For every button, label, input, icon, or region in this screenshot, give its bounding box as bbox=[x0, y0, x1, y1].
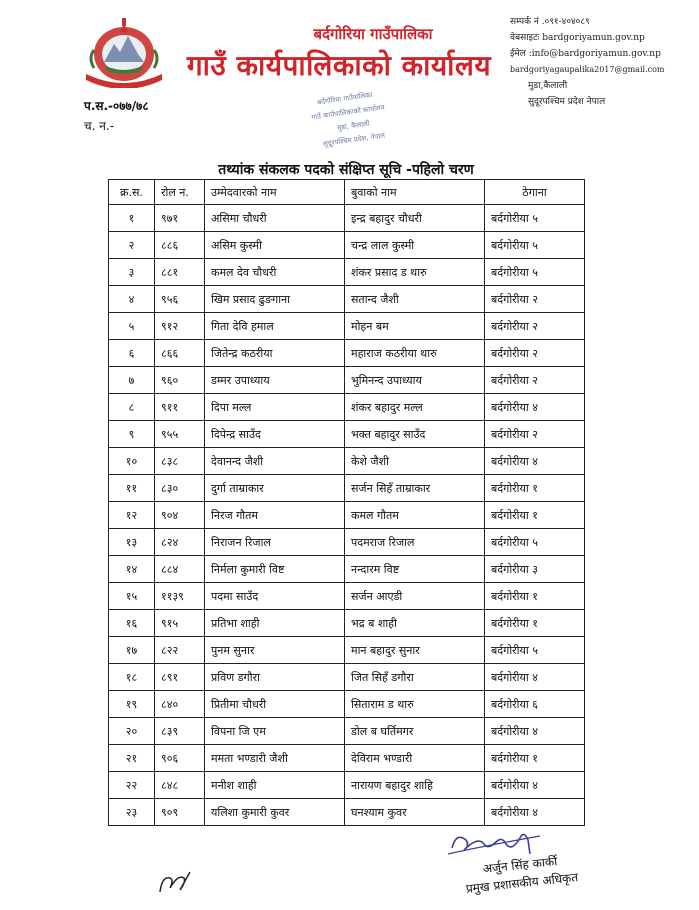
cell-candidate-name: दिपेन्द्र साउँद bbox=[205, 421, 345, 448]
cell-father-name: केशे जैशी bbox=[345, 448, 485, 475]
cell-candidate-name: दिपा मल्ल bbox=[205, 394, 345, 421]
cell-serial: ४ bbox=[109, 286, 155, 313]
table-row bbox=[109, 448, 585, 475]
contact-email: ईमेल :info@bardgoriyamun.gov.np bbox=[510, 49, 661, 59]
contact-location: मुडा,कैलाली bbox=[528, 81, 568, 91]
cell-candidate-name: निराजन रिजाल bbox=[205, 529, 345, 556]
cell-serial: १० bbox=[109, 448, 155, 475]
cell-candidate-name: गिता देवि हमाल bbox=[205, 313, 345, 340]
table-row bbox=[109, 610, 585, 637]
cell-roll: ९१२ bbox=[155, 313, 205, 340]
table-row bbox=[109, 340, 585, 367]
cell-address: बर्दगोरीया १ bbox=[485, 502, 585, 529]
column-header-serial: क्र.स. bbox=[109, 180, 155, 205]
cell-address: बर्दगोरीया ४ bbox=[485, 664, 585, 691]
cell-roll: ८२२ bbox=[155, 637, 205, 664]
cell-father-name: भक्त बहादुर साउँद bbox=[345, 421, 485, 448]
cell-father-name: नारायण बहादुर शाहि bbox=[345, 772, 485, 799]
cell-candidate-name: मनीश शाही bbox=[205, 772, 345, 799]
cell-address: बर्दगोरीया २ bbox=[485, 313, 585, 340]
column-header-father: बुवाको नाम bbox=[345, 180, 485, 205]
svg-text:बर्दगोरिया गाउँपालिका: बर्दगोरिया गाउँपालिका bbox=[316, 90, 373, 107]
cell-candidate-name: पदमा साउँद bbox=[205, 583, 345, 610]
cell-father-name: शंकर बहादुर मल्ल bbox=[345, 394, 485, 421]
cell-father-name: घनश्याम कुवर bbox=[345, 799, 485, 826]
cell-address: बर्दगोरीया ५ bbox=[485, 259, 585, 286]
cell-candidate-name: प्रविण डगौरा bbox=[205, 664, 345, 691]
cell-candidate-name: कमल देव चौधरी bbox=[205, 259, 345, 286]
cell-candidate-name: विपना जि एम bbox=[205, 718, 345, 745]
cell-serial: १६ bbox=[109, 610, 155, 637]
cell-father-name: भुमिनन्द उपाध्याय bbox=[345, 367, 485, 394]
cell-serial: ८ bbox=[109, 394, 155, 421]
list-title: तथ्यांक संकलक पदको संक्षिप्त सूचि -पहिलो चरण bbox=[218, 162, 474, 178]
cell-serial: १९ bbox=[109, 691, 155, 718]
cell-address: बर्दगोरीया १ bbox=[485, 610, 585, 637]
table-row bbox=[109, 286, 585, 313]
office-title: गाउँ कार्यपालिकाको कार्यालय bbox=[186, 49, 492, 82]
cell-address: बर्दगोरीया २ bbox=[485, 421, 585, 448]
cell-father-name: देविराम भण्डारी bbox=[345, 745, 485, 772]
cell-serial: १८ bbox=[109, 664, 155, 691]
cell-address: बर्दगोरीया ५ bbox=[485, 529, 585, 556]
table-header-row bbox=[109, 180, 585, 205]
cell-candidate-name: प्रतिभा शाही bbox=[205, 610, 345, 637]
table-row bbox=[109, 664, 585, 691]
cell-roll: ८३० bbox=[155, 475, 205, 502]
cell-address: बर्दगोरीया ४ bbox=[485, 448, 585, 475]
cell-roll: ९५६ bbox=[155, 286, 205, 313]
cell-serial: २१ bbox=[109, 745, 155, 772]
cell-roll: ८९१ bbox=[155, 664, 205, 691]
column-header-candidate: उम्मेदवारको नाम bbox=[205, 180, 345, 205]
cell-father-name: कमल गौतम bbox=[345, 502, 485, 529]
table-row bbox=[109, 313, 585, 340]
table-row bbox=[109, 583, 585, 610]
cell-roll: ८३९ bbox=[155, 718, 205, 745]
column-header-roll: रोल न. bbox=[155, 180, 205, 205]
cell-father-name: शंकर प्रसाद ड थारु bbox=[345, 259, 485, 286]
candidate-table bbox=[108, 179, 585, 826]
cell-candidate-name: देवानन्द जैशी bbox=[205, 448, 345, 475]
cell-serial: २ bbox=[109, 232, 155, 259]
svg-text:सुदूरपश्चिम प्रदेश, नेपाल: सुदूरपश्चिम प्रदेश, नेपाल bbox=[322, 131, 386, 149]
cell-candidate-name: असिम कुस्मी bbox=[205, 232, 345, 259]
cell-roll: ९०६ bbox=[155, 745, 205, 772]
cell-serial: १४ bbox=[109, 556, 155, 583]
cell-roll: ८४८ bbox=[155, 772, 205, 799]
cell-serial: २२ bbox=[109, 772, 155, 799]
cell-address: बर्दगोरीया ३ bbox=[485, 556, 585, 583]
cell-father-name: चन्द्र लाल कुस्मी bbox=[345, 232, 485, 259]
cell-candidate-name: निरज गौतम bbox=[205, 502, 345, 529]
cell-serial: ७ bbox=[109, 367, 155, 394]
cell-serial: १७ bbox=[109, 637, 155, 664]
office-stamp bbox=[306, 86, 426, 150]
cell-roll: ९६० bbox=[155, 367, 205, 394]
initial-mark bbox=[156, 866, 196, 898]
cell-father-name: सिताराम ड थारु bbox=[345, 691, 485, 718]
cell-roll: ९११ bbox=[155, 394, 205, 421]
cell-serial: ६ bbox=[109, 340, 155, 367]
cell-roll: ८४० bbox=[155, 691, 205, 718]
table-row bbox=[109, 367, 585, 394]
cell-candidate-name: पुनम सुनार bbox=[205, 637, 345, 664]
contact-province: सुदूरपश्चिम प्रदेश नेपाल bbox=[528, 97, 606, 107]
cell-serial: १२ bbox=[109, 502, 155, 529]
reference-block bbox=[84, 96, 149, 136]
cell-serial: ३ bbox=[109, 259, 155, 286]
column-header-address: ठेगाना bbox=[485, 180, 585, 205]
table-row bbox=[109, 772, 585, 799]
cell-address: बर्दगोरीया ४ bbox=[485, 772, 585, 799]
cell-father-name: नन्दारम विष्ट bbox=[345, 556, 485, 583]
contact-website: वेबसाइटः bardgoriyamun.gov.np bbox=[510, 33, 645, 43]
cell-serial: २३ bbox=[109, 799, 155, 826]
cell-address: बर्दगोरीया ५ bbox=[485, 232, 585, 259]
cell-candidate-name: डम्मर उपाध्याय bbox=[205, 367, 345, 394]
cell-roll: ८८४ bbox=[155, 556, 205, 583]
cell-candidate-name: यलिशा कुमारी कुवर bbox=[205, 799, 345, 826]
cell-address: बर्दगोरीया ४ bbox=[485, 718, 585, 745]
contact-phone: सम्पर्क नं .०९१-४०४०८९ bbox=[510, 17, 590, 27]
cell-father-name: सतान्द जैशी bbox=[345, 286, 485, 313]
cell-father-name: महाराज कठरीया थारु bbox=[345, 340, 485, 367]
cell-father-name: सर्जन सिहँ ताम्राकार bbox=[345, 475, 485, 502]
cell-father-name: जित सिहँ डगौरा bbox=[345, 664, 485, 691]
cell-candidate-name: दुर्गा ताम्राकार bbox=[205, 475, 345, 502]
cell-roll: ११३९ bbox=[155, 583, 205, 610]
cell-candidate-name: निर्मला कुमारी विष्ट bbox=[205, 556, 345, 583]
cell-serial: १३ bbox=[109, 529, 155, 556]
cell-address: बर्दगोरीया ५ bbox=[485, 205, 585, 232]
table-row bbox=[109, 637, 585, 664]
table-row bbox=[109, 799, 585, 826]
table-row bbox=[109, 259, 585, 286]
cell-father-name: पदमराज रिजाल bbox=[345, 529, 485, 556]
contact-block bbox=[510, 14, 695, 110]
signatory-name: अर्जुन सिंह कार्की bbox=[482, 854, 558, 876]
cell-serial: ११ bbox=[109, 475, 155, 502]
cell-address: बर्दगोरीया ४ bbox=[485, 799, 585, 826]
table-row bbox=[109, 421, 585, 448]
cell-roll: ८८१ bbox=[155, 259, 205, 286]
cell-address: बर्दगोरीया १ bbox=[485, 475, 585, 502]
cell-candidate-name: खिम प्रसाद ढुङगाना bbox=[205, 286, 345, 313]
cell-address: बर्दगोरीया ५ bbox=[485, 637, 585, 664]
cell-address: बर्दगोरीया ४ bbox=[485, 394, 585, 421]
cell-father-name: सर्जन आएडी bbox=[345, 583, 485, 610]
svg-text:मुडा, कैलाली: मुडा, कैलाली bbox=[336, 119, 371, 133]
cell-address: बर्दगोरीया १ bbox=[485, 745, 585, 772]
cell-roll: ९०९ bbox=[155, 799, 205, 826]
cell-serial: १ bbox=[109, 205, 155, 232]
cell-address: बर्दगोरीया २ bbox=[485, 286, 585, 313]
table-row bbox=[109, 718, 585, 745]
cell-serial: २० bbox=[109, 718, 155, 745]
cell-roll: ८६६ bbox=[155, 340, 205, 367]
cell-candidate-name: प्रितीमा चौधरी bbox=[205, 691, 345, 718]
table-row bbox=[109, 205, 585, 232]
table-row bbox=[109, 394, 585, 421]
cell-address: बर्दगोरीया २ bbox=[485, 367, 585, 394]
cell-address: बर्दगोरीया २ bbox=[485, 340, 585, 367]
table-row bbox=[109, 556, 585, 583]
cell-roll: ९५५ bbox=[155, 421, 205, 448]
table-row bbox=[109, 745, 585, 772]
cell-roll: ९१५ bbox=[155, 610, 205, 637]
table-row bbox=[109, 502, 585, 529]
table-row bbox=[109, 475, 585, 502]
cell-serial: ९ bbox=[109, 421, 155, 448]
nepal-emblem-logo bbox=[80, 14, 168, 88]
cell-father-name: मोहन बम bbox=[345, 313, 485, 340]
cell-roll: ९७१ bbox=[155, 205, 205, 232]
cell-roll: ९०४ bbox=[155, 502, 205, 529]
cell-father-name: इन्द्र बहादुर चौधरी bbox=[345, 205, 485, 232]
cell-candidate-name: जितेन्द्र कठरीया bbox=[205, 340, 345, 367]
svg-text:गाउँ कार्यपालिकाको कार्यालय: गाउँ कार्यपालिकाको कार्यालय bbox=[310, 103, 386, 122]
cell-father-name: मान बहादुर सुनार bbox=[345, 637, 485, 664]
cell-serial: १५ bbox=[109, 583, 155, 610]
table-body bbox=[109, 205, 585, 826]
cell-father-name: भद्र ब शाही bbox=[345, 610, 485, 637]
cell-candidate-name: असिमा चौधरी bbox=[205, 205, 345, 232]
reference-number: प.स.-०७७/७८ bbox=[84, 99, 149, 113]
cell-father-name: डोल ब घर्तिमगर bbox=[345, 718, 485, 745]
dispatch-number: च. न.- bbox=[84, 119, 115, 133]
cell-address: बर्दगोरीया ६ bbox=[485, 691, 585, 718]
table-row bbox=[109, 529, 585, 556]
cell-candidate-name: ममता भण्डारी जैशी bbox=[205, 745, 345, 772]
cell-roll: ८८६ bbox=[155, 232, 205, 259]
table-row bbox=[109, 232, 585, 259]
cell-address: बर्दगोरीया १ bbox=[485, 583, 585, 610]
table-row bbox=[109, 691, 585, 718]
cell-roll: ८२४ bbox=[155, 529, 205, 556]
cell-roll: ८३८ bbox=[155, 448, 205, 475]
municipality-name: बर्दगोरिया गाउँपालिका bbox=[313, 25, 433, 43]
cell-serial: ५ bbox=[109, 313, 155, 340]
signatory-designation: प्रमुख प्रशासकीय अधिकृत bbox=[465, 870, 579, 896]
contact-email-secondary: bardgoriyagaupalika2017@gmail.com bbox=[510, 65, 665, 74]
